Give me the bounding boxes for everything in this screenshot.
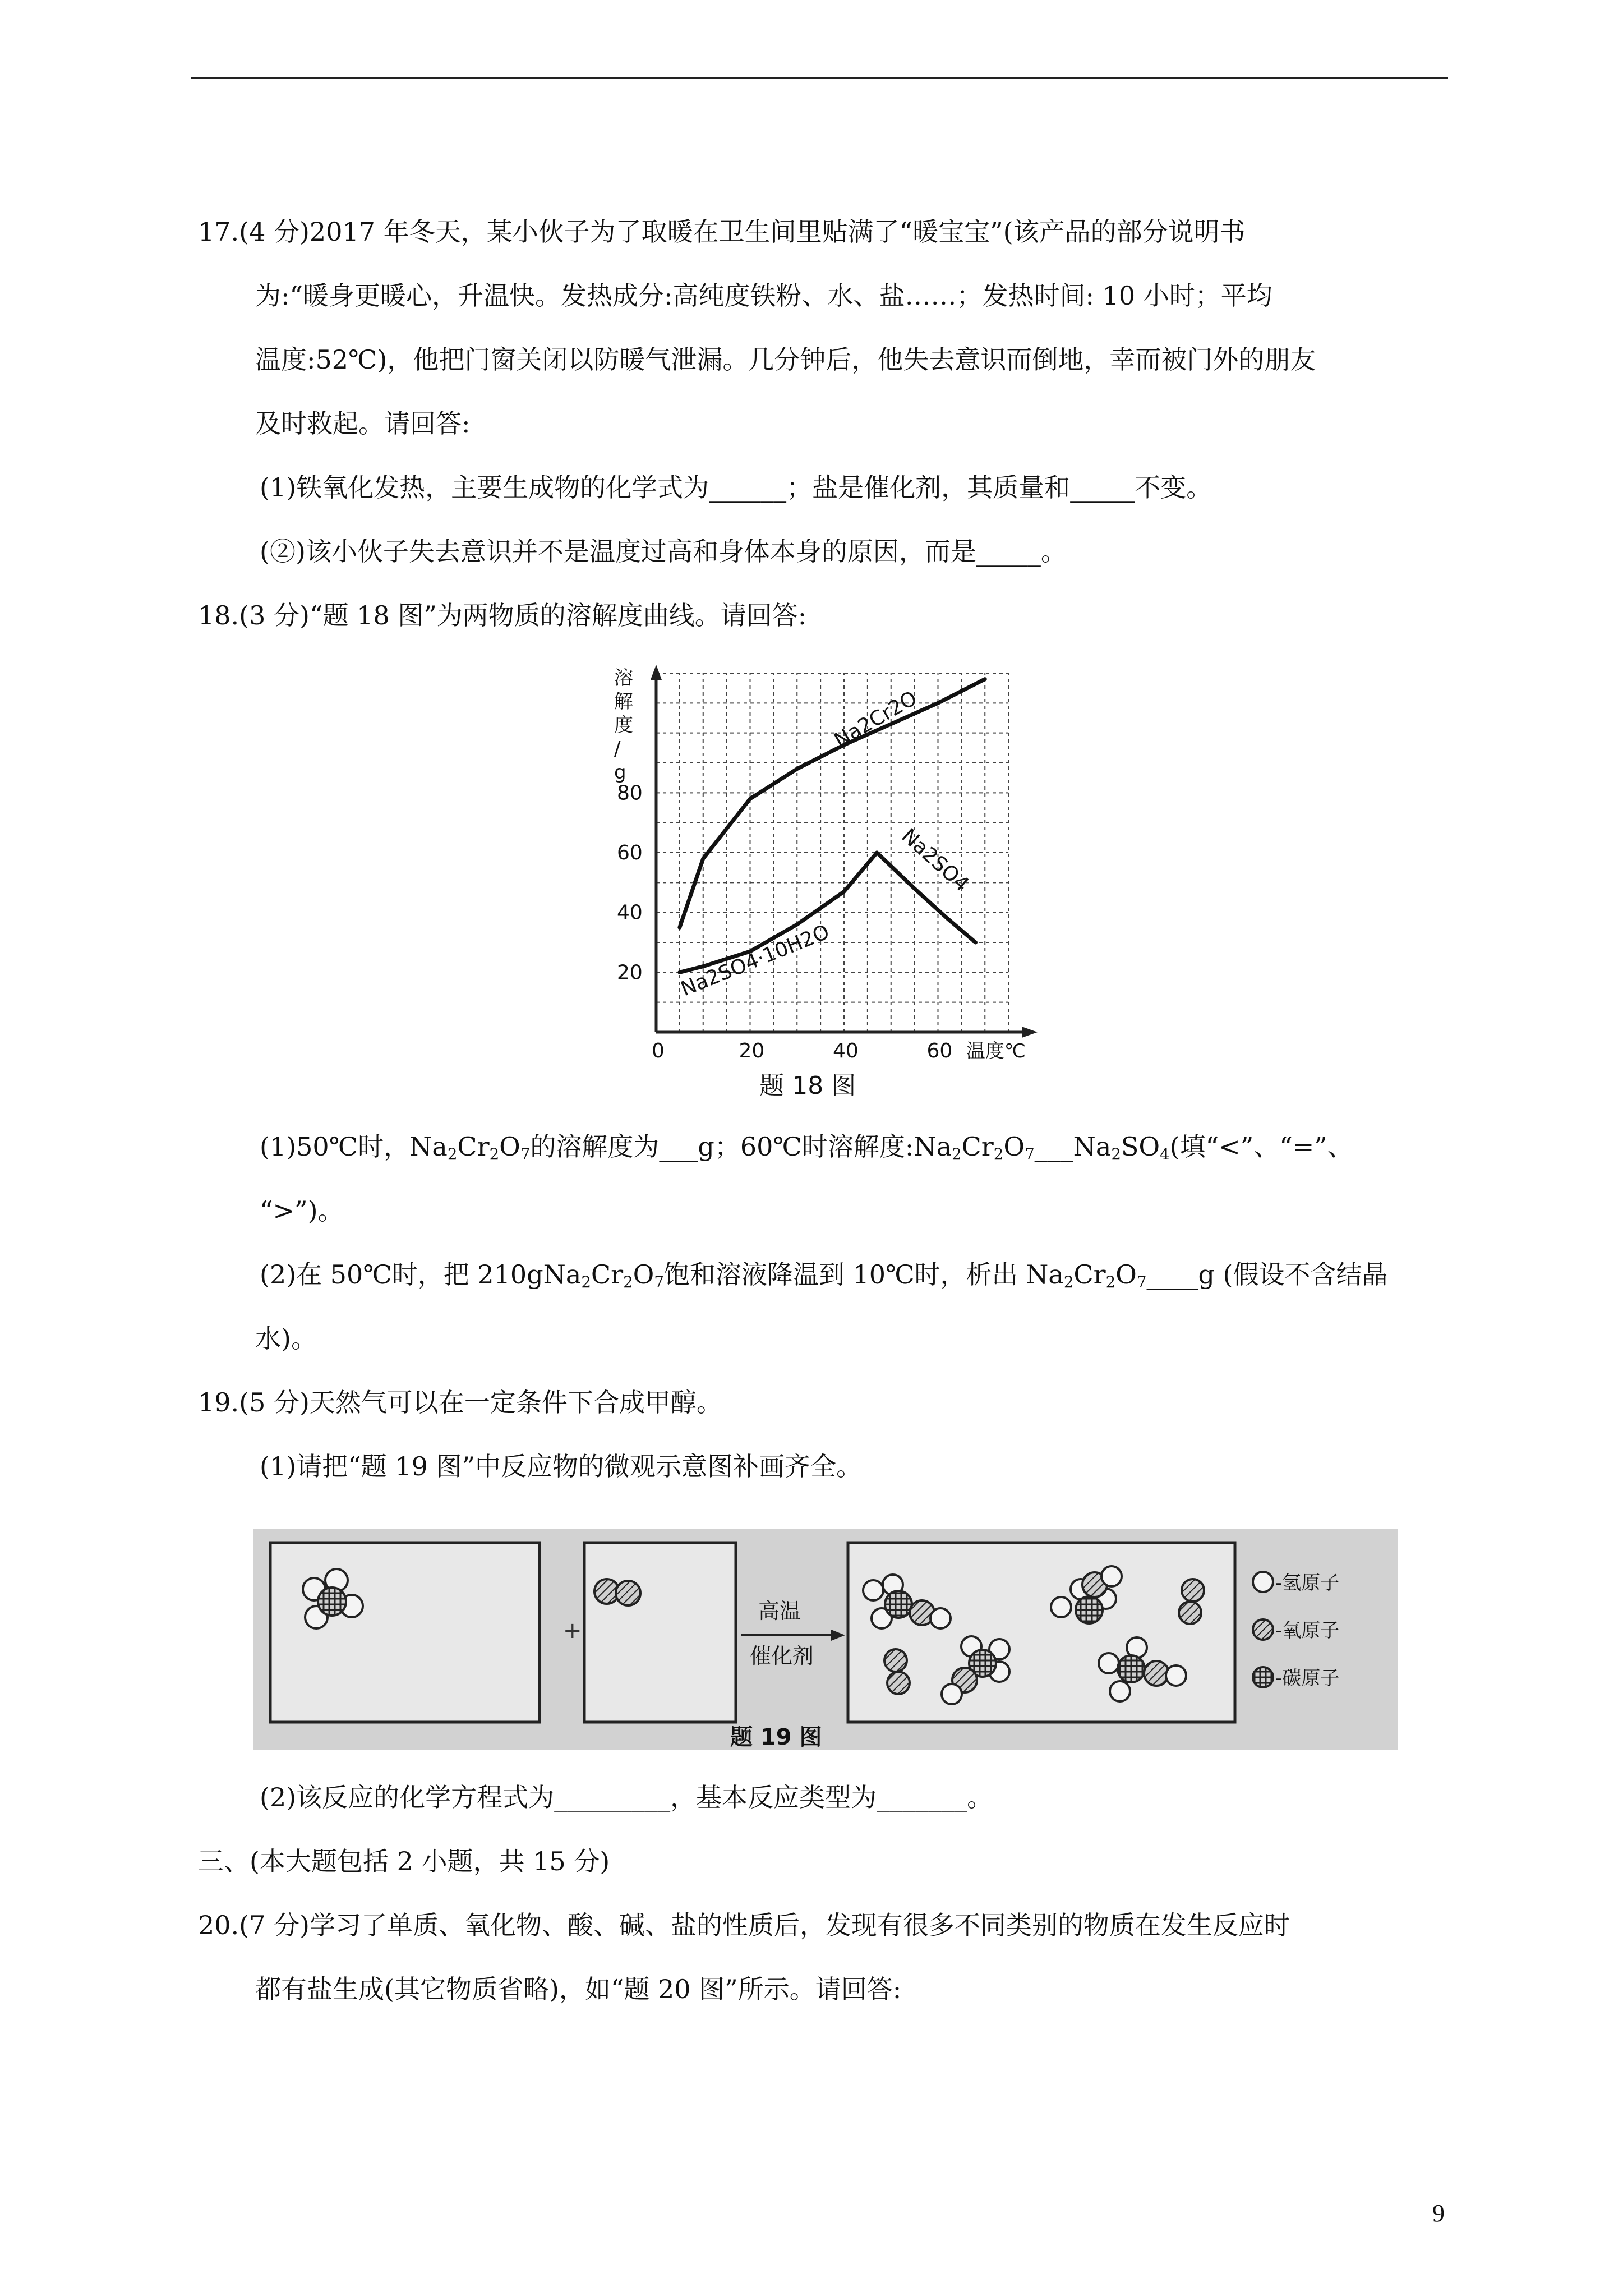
chem-o: O [1003,1131,1025,1162]
q18-part-2-cont: 水)。 [255,1323,317,1354]
sub: 7 [1025,1144,1035,1163]
legend-carbon-label: -碳原子 [1275,1667,1340,1690]
q17-part-1: (1)铁氧化发热，主要生成物的化学式为______；盐是催化剂，其质量和_____不变。 [260,472,1212,503]
sub: 2 [489,1144,500,1163]
condition-high-temp: 高温 [758,1599,801,1623]
chem-cr: Cr [591,1259,624,1290]
x-axis-label: 温度℃ [966,1040,1026,1062]
chem-o: O [1115,1259,1137,1290]
hydrogen-atom [1051,1597,1071,1617]
q19-part-1: (1)请把“题 19 图”中反应物的微观示意图补画齐全。 [260,1451,862,1481]
sub: 2 [1105,1272,1116,1291]
sub: 7 [1136,1272,1147,1291]
oxygen-atom [884,1649,907,1672]
q18-p2-text-b: 饱和溶液降温到 10℃时，析出 Na [663,1259,1064,1290]
chem-cr: Cr [457,1131,490,1162]
chem-so: SO [1121,1131,1160,1162]
section-3-heading: 三、(本大题包括 2 小题，共 15 分) [198,1846,610,1876]
sub: 4 [1160,1144,1170,1163]
series-line-1 [680,679,985,928]
legend-carbon-icon [1253,1667,1273,1687]
x-tick-label: 20 [739,1039,765,1062]
sub: 7 [520,1144,531,1163]
q18-part-2 [260,1258,1387,1291]
y-axis-label-char: 度 [614,714,633,737]
q17-line-2: 为:“暖身更暖心，升温快。发热成分:高纯度铁粉、水、盐……；发热时间: 10 小时；平均 [255,280,1272,311]
y-tick-label: 80 [617,781,643,805]
oxygen-atom [887,1672,910,1694]
q18-part-1-cont: “>”)。 [260,1195,344,1226]
y-axis-arrow [651,665,662,680]
hydrogen-atom [930,1608,951,1628]
sub: 2 [993,1144,1004,1163]
q18-line-1: 18.(3 分)“题 18 图”为两物质的溶解度曲线。请回答: [198,600,807,631]
reaction-diagram [253,1529,1398,1750]
oxygen-atom [616,1581,640,1605]
q18-p1-text-a: (1)50℃时，Na [260,1131,448,1162]
y-tick-label: 20 [617,961,643,984]
q18-p2-text-c: ____g (假设不含结晶 [1146,1259,1388,1290]
hydrogen-atom [1101,1566,1122,1586]
hydrogen-atom [1110,1681,1130,1701]
q19-part-2: (2)该反应的化学方程式为_________，基本反应类型为_______。 [260,1782,993,1812]
q17-part-2: (②)该小伙子失去意识并不是温度过高和身体本身的原因，而是_____。 [260,536,1067,567]
x-tick-label: 60 [926,1039,953,1062]
carbon-atom [1118,1655,1145,1682]
sub: 2 [447,1144,458,1163]
header-rule [191,77,1448,79]
q20-line-2: 都有盐生成(其它物质省略)，如“题 20 图”所示。请回答: [255,1974,902,2004]
plus-sign: + [563,1618,582,1644]
y-axis-label-char: g [614,761,626,784]
q18-p2-text-a: (2)在 50℃时，把 210gNa [260,1259,582,1290]
oxygen-atom [1182,1579,1204,1602]
q17-line-1: 17.(4 分)2017 年冬天，某小伙子为了取暖在卫生间里贴满了“暖宝宝”(该产品的部分说明书 [198,217,1246,247]
condition-catalyst: 催化剂 [750,1644,814,1668]
q17-line-3: 温度:52℃)，他把门窗关闭以防暖气泄漏。几分钟后，他失去意识而倒地，幸而被门外的朋友 [255,344,1316,375]
series-label-2: Na2SO4·10H2O [677,920,833,1001]
q17-line-4: 及时救起。请回答: [255,408,471,439]
chem-o: O [499,1131,520,1162]
y-axis-label-char: 溶 [614,667,633,689]
x-tick-label: 40 [833,1039,859,1062]
page-number: 9 [1432,2200,1445,2227]
q20-line-1: 20.(7 分)学习了单质、氧化物、酸、碱、盐的性质后，发现有很多不同类别的物质在发生反应时 [198,1910,1290,1940]
legend-hydrogen-icon [1253,1572,1273,1592]
x-axis-arrow [1022,1027,1038,1038]
oxygen-atom [1144,1661,1169,1686]
chem-cr: Cr [961,1131,994,1162]
legend-oxygen-icon [1253,1619,1273,1640]
q19-line-1: 19.(5 分)天然气可以在一定条件下合成甲醇。 [198,1387,722,1418]
chem-o: O [633,1259,654,1290]
x-tick-label: 0 [652,1039,665,1062]
reactant-box-2 [584,1543,736,1722]
sub: 7 [654,1272,664,1291]
hydrogen-atom [863,1580,883,1600]
q18-p1-text-d: (填“<”、“=”、 [1169,1131,1353,1162]
legend-oxygen-label: -氧原子 [1275,1619,1340,1642]
reactant-box-1 [270,1543,540,1722]
y-axis-label-char: 解 [614,691,633,713]
series-label-1: Na2Cr2O [830,687,921,753]
hydrogen-atom [1166,1665,1186,1686]
legend-hydrogen-label: -氢原子 [1275,1572,1340,1594]
sub: 2 [1111,1144,1121,1163]
sub: 2 [581,1272,591,1291]
hydrogen-atom [1099,1653,1119,1673]
y-tick-label: 40 [617,901,643,924]
product-box [848,1543,1235,1722]
solubility-chart [589,662,1094,1111]
y-tick-label: 60 [617,841,643,864]
figure-caption: 题 19 图 [730,1724,822,1750]
carbon-atom [1076,1596,1103,1623]
carbon-atom [318,1588,346,1616]
q18-p1-text-c: ___Na [1034,1131,1112,1162]
series-label-3: Na2SO4 [897,824,974,896]
q18-p1-text-b: 的溶解度为___g；60℃时溶解度:Na [530,1131,952,1162]
oxygen-atom [1179,1602,1201,1624]
sub: 2 [1063,1272,1074,1291]
y-axis-label-char: / [614,738,621,760]
chart-title: 题 18 图 [759,1071,856,1100]
hydrogen-atom [942,1684,962,1704]
legend [1253,1572,1339,1690]
sub: 2 [623,1272,633,1291]
sub: 2 [952,1144,962,1163]
q18-part-1 [260,1130,1353,1163]
chem-cr: Cr [1073,1259,1106,1290]
carbon-atom [885,1591,912,1618]
